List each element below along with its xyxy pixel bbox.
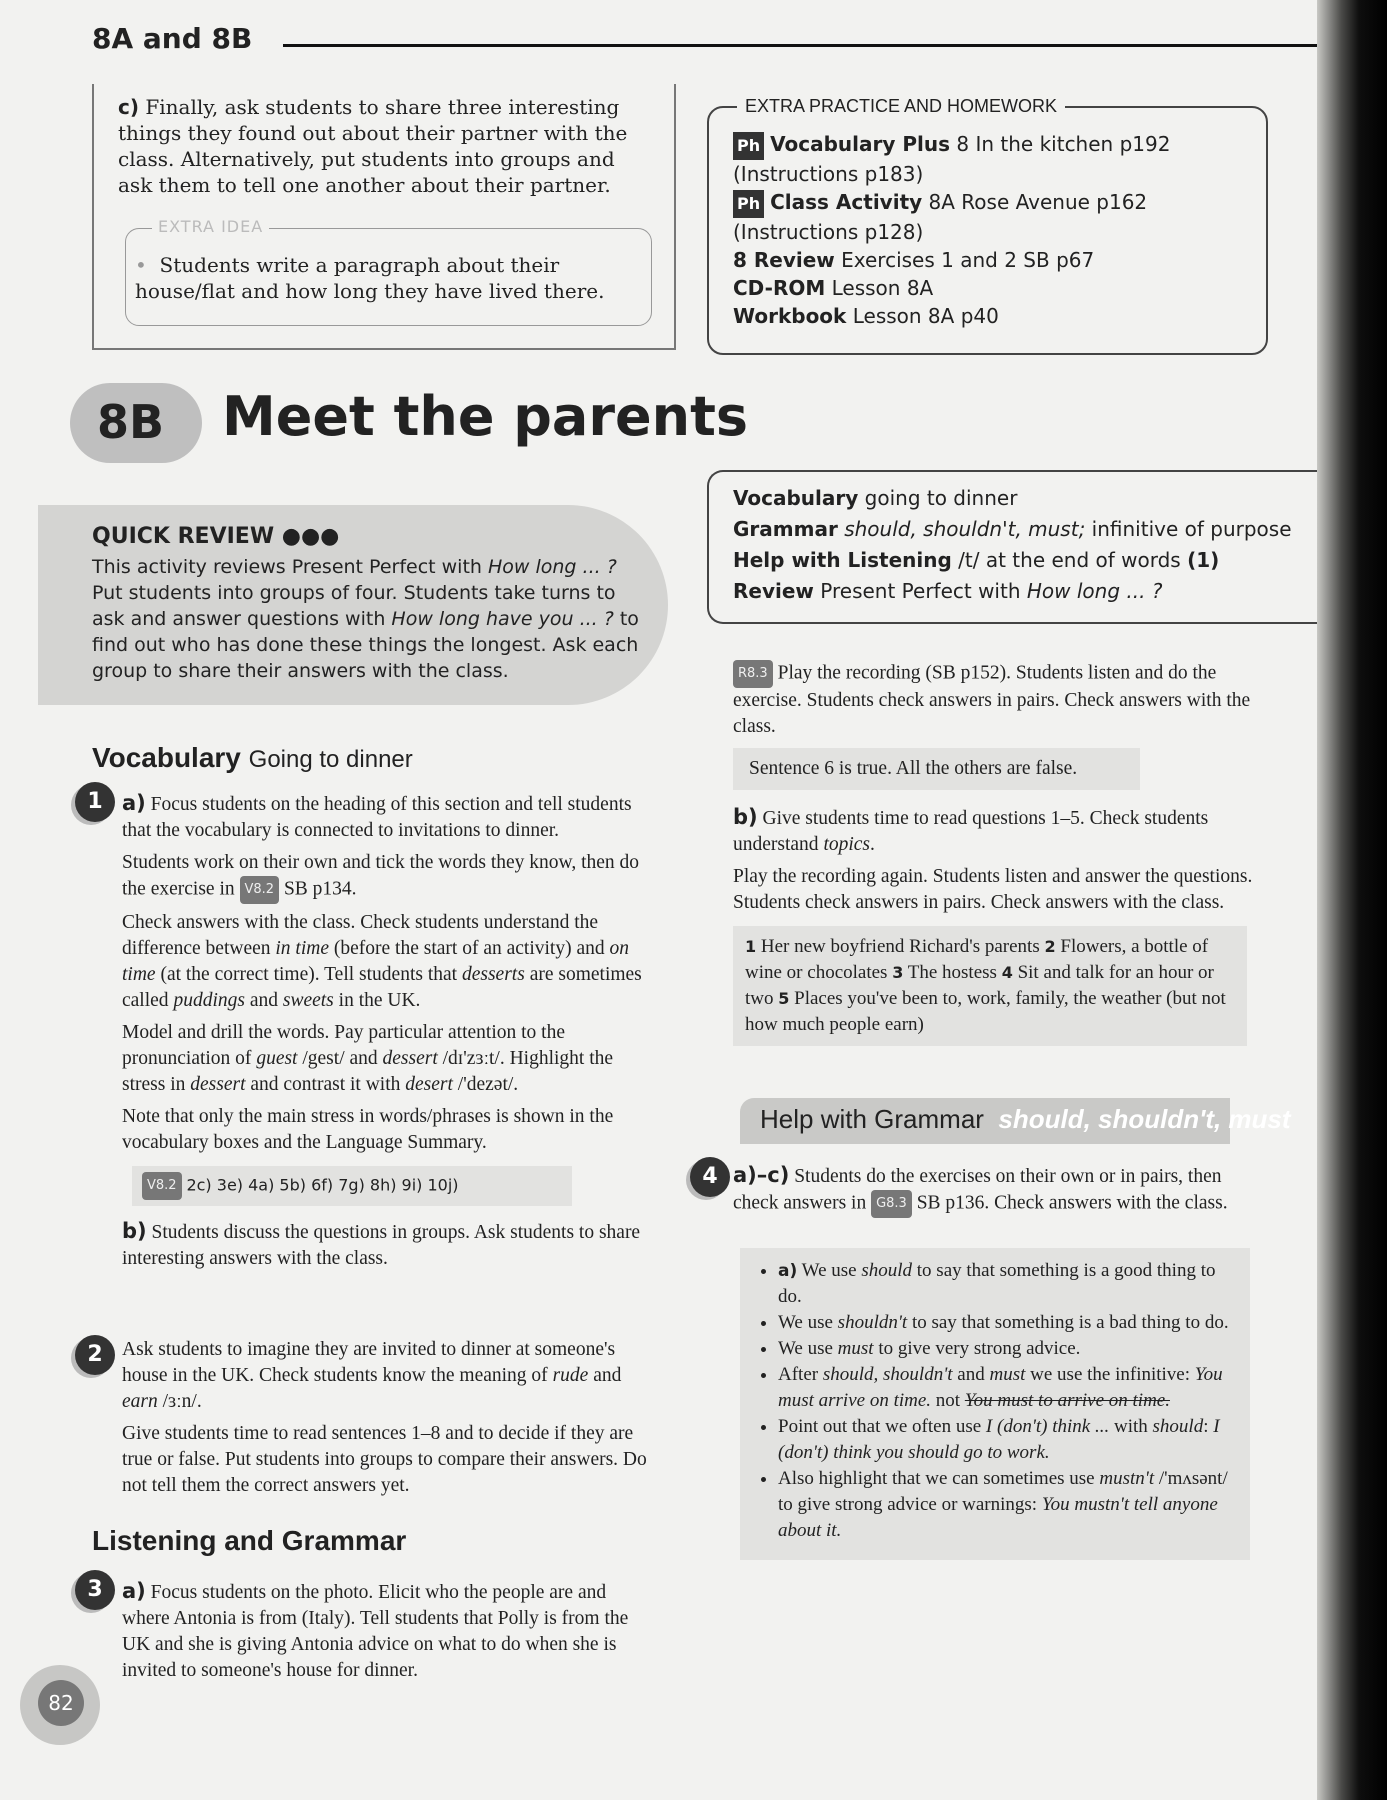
grammar-note: • We use must to give very strong advice. [778,1336,1240,1362]
exercise-2-number: 2 [75,1335,115,1375]
page-binding-shadow [1317,0,1387,1800]
page-title: Meet the parents [222,385,749,448]
exercise-4: a)–c) Students do the exercises on their own or in pairs, then check answers in G8.3 SB p136. Check answers with the class. [733,1162,1238,1224]
step-c-text: c) Finally, ask students to share three interesting things they found out about their partner with the class. Alternatively, put students into groups and ask them to tell one another about their partner. [118,95,628,197]
exercise-2: Ask students to imagine they are invited to dinner at someone's house in the UK. Check students know the meaning of rude and earn /ɜːn/. Give students time to read sentences 1–8 and to decide if they are true or false. Put students into groups to compare their answers. Do not tell them the correct answers yet. [122,1339,647,1496]
lesson-overview: Vocabulary going to dinner Grammar should, shouldn't, must; infinitive of purpose Help with Listening /t/ at the end of words (1) Review Present Perfect with How long ... ? [733,486,1292,603]
exercise-3b-answers: 1 Her new boyfriend Richard's parents 2 Flowers, a bottle of wine or chocolates 3 The hostess 4 Sit and talk for an hour or two 5 Places you've been to, work, family, the weather (but not how much people earn) [733,926,1247,1046]
grammar-note: • a) We use should to say that something is a good thing to do. [778,1258,1240,1310]
grammar-notes [740,1248,1250,1560]
exercise-3-continued: R8.3 Play the recording (SB p152). Students listen and do the exercise. Students check answers in pairs. Check answers with the class. Sentence 6 is true. All the others are false. b) Give students time to read questions 1–5. Check students understand topics. Play the recording again. Students listen and answer the questions. Students check answers in pairs. Check answers with the class. 1 Her new boyfriend Richard's parents 2 Flowers, a bottle of wine or chocolates 3 The hostess 4 Sit and talk for an hour or two 5 Places you've been to, work, family, the weather (but not how much people earn) [733,660,1253,1046]
exercise-1: a) Focus students on the heading of this section and tell students that the vocabulary is connected to invitations to dinner. Students work on their own and tick the words they know, then do the exercise in V8.2 SB p134. Check answers with the class. Check students understand the difference between in time (before the start of an activity) and on time (at the correct time). Tell students that desserts are sometimes called puddings and sweets in the UK. Model and drill the words. Pay particular attention to the pronunciation of guest /gest/ and dessert /dɪ'zɜːt/. Highlight the stress in dessert and contrast it with desert /'dezət/. Note that only the main stress in words/phrases is shown in the vocabulary boxes and the Language Summary. V8.2 2c) 3e) 4a) 5b) 6f) 7g) 8h) 9i) 10j) b) Students discuss the questions in groups. Ask students to share interesting answers with the class. [122,791,642,1269]
extra-practice-list: Ph Vocabulary Plus 8 In the kitchen p192 (Instructions p183) Ph Class Activity 8A Rose Avenue p162 (Instructions p128) 8 Review Exercises 1 and 2 SB p67 CD-ROM Lesson 8A Workbook Lesson 8A p40 [733,132,1171,328]
exercise-1-answers: V8.2 2c) 3e) 4a) 5b) 6f) 7g) 8h) 9i) 10j) [132,1166,572,1206]
header-rule [283,44,1323,47]
exercise-3a: a) Focus students on the photo. Elicit who the people are and where Antonia is from (Italy). Tell students that Polly is from the UK and she is giving Antonia advice on what to do when she is invited to someone's house for dinner. [122,1579,629,1681]
g83-tag: G8.3 [871,1190,912,1218]
exercise-1-number: 1 [75,782,115,822]
exercise-3-number: 3 [75,1570,115,1610]
ph-icon: Ph [733,132,764,160]
lesson-code: 8B [97,395,165,449]
extra-idea-label: EXTRA IDEA [152,217,269,236]
grammar-note: • Point out that we often use I (don't) think ... with should: I (don't) think you should go to work. [778,1414,1240,1466]
page-number: 82 [38,1680,84,1726]
grammar-note: • Also highlight that we can sometimes use mustn't /'mʌsənt/ to give strong advice or warnings: You mustn't tell anyone about it. [778,1466,1240,1544]
v82-tag: V8.2 [142,1172,182,1200]
quick-review-title: QUICK REVIEW ●●● [92,524,340,549]
ph-icon: Ph [733,190,764,218]
extra-idea-text: • Students write a paragraph about their house/flat and how long they have lived there. [135,253,605,303]
exercise-4-number: 4 [690,1157,730,1197]
v82-tag: V8.2 [240,876,280,904]
listening-grammar-heading: Listening and Grammar [92,1525,407,1556]
quick-review-text: This activity reviews Present Perfect with How long ... ? Put students into groups of four. Students take turns to ask and answer questions with How long have you ... ? to find out who has done these things the longest. Ask each group to share their answers with the class. [92,556,639,682]
extra-practice-title: EXTRA PRACTICE AND HOMEWORK [737,96,1065,117]
help-with-grammar-title: Help with Grammar should, shouldn't, must [760,1104,1291,1134]
grammar-note: • After should, shouldn't and must we use the infinitive: You must arrive on time. not You must to arrive on time. [778,1362,1240,1414]
r83-tag: R8.3 [733,660,773,688]
exercise-3a-answer: Sentence 6 is true. All the others are false. [733,748,1140,790]
grammar-note: • We use shouldn't to say that something is a bad thing to do. [778,1310,1240,1336]
difficulty-dots: ●●● [281,524,340,549]
vocabulary-heading: Vocabulary Going to dinner [92,742,413,773]
section-header: 8A and 8B [92,22,253,55]
